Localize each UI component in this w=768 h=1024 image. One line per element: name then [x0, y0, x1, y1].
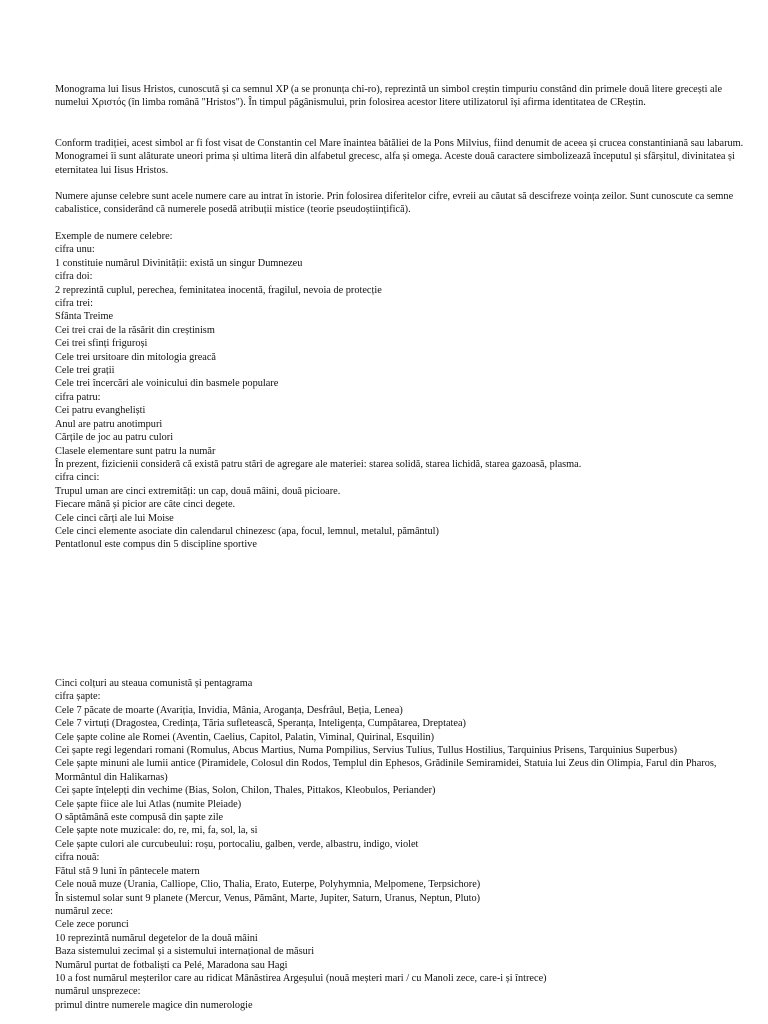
- paragraph-monogram: Monograma lui Iisus Hristos, cunoscută și ca semnul XP (a se pronunța chi-ro), reprezintă un simbol creștin timpuriu constând din primele două litere grecești ale numelui Χριστός (în limba română "Hristos"). În timpul păgânismului, prin folosirea acestor litere utilizatorul își afirma identitatea de CReștin.: [55, 84, 723, 109]
- list-line: Cele șapte note muzicale: do, re, mi, fa, sol, la, si: [55, 825, 258, 837]
- list-line: Cele 7 păcate de moarte (Avariția, Invidia, Mânia, Aroganța, Desfrâul, Beția, Lenea): [55, 704, 403, 716]
- list-line: cifra patru:: [55, 391, 101, 403]
- list-line: 2 reprezintă cuplul, perechea, feminitatea inocentă, fragilul, nevoia de protecție: [55, 284, 382, 296]
- celebrated-numbers-paragraph: [55, 190, 755, 217]
- list-line: cifra doi:: [55, 271, 93, 283]
- list-line: Numărul purtat de fotbaliști ca Pelé, Maradona sau Hagi: [55, 959, 288, 971]
- paragraph-tradition: Conform tradiției, acest simbol ar fi fost visat de Constantin cel Mare înaintea bătăliei de la Pons Milvius, fiind denumit de aceea și crucea constantiniană sau labarum. Monogramei îi sunt alăturate uneori prima și ultima literă din alfabetul grecesc, alfa și omega. Aceste două caractere simbolizează începutul și sfârșitul, divinitatea și eternitatea lui Iisus Hristos.: [55, 138, 744, 176]
- list-line: cifra șapte:: [55, 691, 101, 703]
- list-line: Baza sistemului zecimal și a sistemului internațional de măsuri: [55, 946, 315, 958]
- list-line: cifra cinci:: [55, 472, 100, 484]
- list-line: Cinci colțuri au steaua comunistă și pentagrama: [55, 678, 253, 689]
- list-line: Fiecare mână și picior are câte cinci degete.: [55, 499, 236, 511]
- list-line: Cei trei crai de la răsărit din creștinism: [55, 324, 215, 336]
- list-line: 1 constituie numărul Divinității: există un singur Dumnezeu: [55, 257, 303, 269]
- list-line: Cărțile de joc au patru culori: [55, 432, 174, 444]
- list-line: Cele cinci elemente asociate din calendarul chinezesc (apa, focul, lemnul, metalul, pământul): [55, 525, 439, 537]
- list-line: Cele șapte minuni ale lumii antice (Piramidele, Colosul din Rodos, Templul din Ephesos, Grădinile Semiramidei, Statuia lui Zeus din Olimpia, Farul din Pharos, Mormântul din Halikarnas): [55, 758, 717, 783]
- list-line: Cele șapte coline ale Romei (Aventin, Caelius, Capitol, Palatin, Viminal, Quirinal, Esquilin): [55, 731, 435, 743]
- list-line: Cele 7 virtuți (Dragostea, Credința, Tăria sufletească, Speranța, Inteligența, Cumpătarea, Dreptatea): [55, 718, 466, 730]
- list-line: cifra unu:: [55, 244, 95, 256]
- list-line: Cele zece porunci: [55, 919, 129, 931]
- list-line: Cei șapte regi legendari romani (Romulus, Abcus Martius, Numa Pompilius, Servius Tulius, Tullus Hostilius, Tarquinius Prisens, Tarquinius Superbus): [55, 745, 678, 757]
- list-line: Cele trei încercări ale voinicului din basmele populare: [55, 378, 279, 390]
- list-line: 10 reprezintă numărul degetelor de la două mâini: [55, 932, 258, 944]
- paragraph-celebrated-numbers: Numere ajunse celebre sunt acele numere care au intrat în istorie. Prin folosirea diferitelor cifre, evreii au căutat să descifreze voința zeilor. Sunt cunoscute ca semne cabalistice, considerând că numerele posedă atribuții mistice (teorie pseudoștiințifică).: [55, 191, 734, 216]
- list-line: Anul are patru anotimpuri: [55, 418, 163, 430]
- list-line: Cele trei grații: [55, 365, 115, 377]
- list-line: În sistemul solar sunt 9 planete (Mercur, Venus, Pământ, Marte, Jupiter, Saturn, Uranus, Neptun, Pluto): [55, 892, 481, 904]
- list-line: Cei trei sfinți friguroși: [55, 338, 148, 350]
- number-list-part-1: [55, 230, 755, 552]
- list-line: cifra trei:: [55, 298, 94, 310]
- list-line: Fătul stă 9 luni în pântecele matern: [55, 865, 200, 877]
- list-line: Cei șapte înțelepți din vechime (Bias, Solon, Chilon, Thales, Pittakos, Kleobulos, Periander): [55, 785, 436, 797]
- list-line: Cele trei ursitoare din mitologia greacă: [55, 351, 216, 363]
- list-line: 10 a fost numărul meșterilor care au ridicat Mânăstirea Argeșului (nouă meșteri mari / cu Manoli zece, care-i și întrece): [55, 972, 547, 984]
- list-line: Cele șapte fiice ale lui Atlas (numite Pleiade): [55, 798, 242, 810]
- list-line: Clasele elementare sunt patru la număr: [55, 445, 216, 457]
- intro-paragraph: [55, 83, 755, 110]
- list-line: Trupul uman are cinci extremități: un cap, două mâini, două picioare.: [55, 485, 341, 497]
- list-line: Cele nouă muze (Urania, Calliope, Clio, Thalia, Erato, Euterpe, Polyhymnia, Melpomene, Terpsichore): [55, 879, 481, 891]
- list-line: primul dintre numerele magice din numerologie: [55, 999, 253, 1011]
- list-line: cifra nouă:: [55, 852, 100, 864]
- list-line: O săptămână este compusă din șapte zile: [55, 812, 224, 824]
- list-line: Exemple de numere celebre:: [55, 231, 173, 242]
- list-line: Pentatlonul este compus din 5 discipline sportive: [55, 539, 257, 551]
- list-line: numărul zece:: [55, 905, 114, 917]
- list-line: Cele șapte culori ale curcubeului: roșu, portocaliu, galben, verde, albastru, indigo, violet: [55, 838, 419, 850]
- list-line: numărul unsprezece:: [55, 986, 141, 998]
- list-line: În prezent, fizicienii consideră că există patru stări de agregare ale materiei: starea solidă, starea lichidă, starea gazoasă, plasma.: [55, 458, 582, 470]
- list-line: Cele cinci cărți ale lui Moise: [55, 512, 174, 524]
- list-line: Sfânta Treime: [55, 311, 114, 323]
- list-line: Cei patru evangheliști: [55, 405, 146, 417]
- tradition-paragraph: [55, 137, 755, 177]
- number-list-part-2: [55, 677, 755, 1012]
